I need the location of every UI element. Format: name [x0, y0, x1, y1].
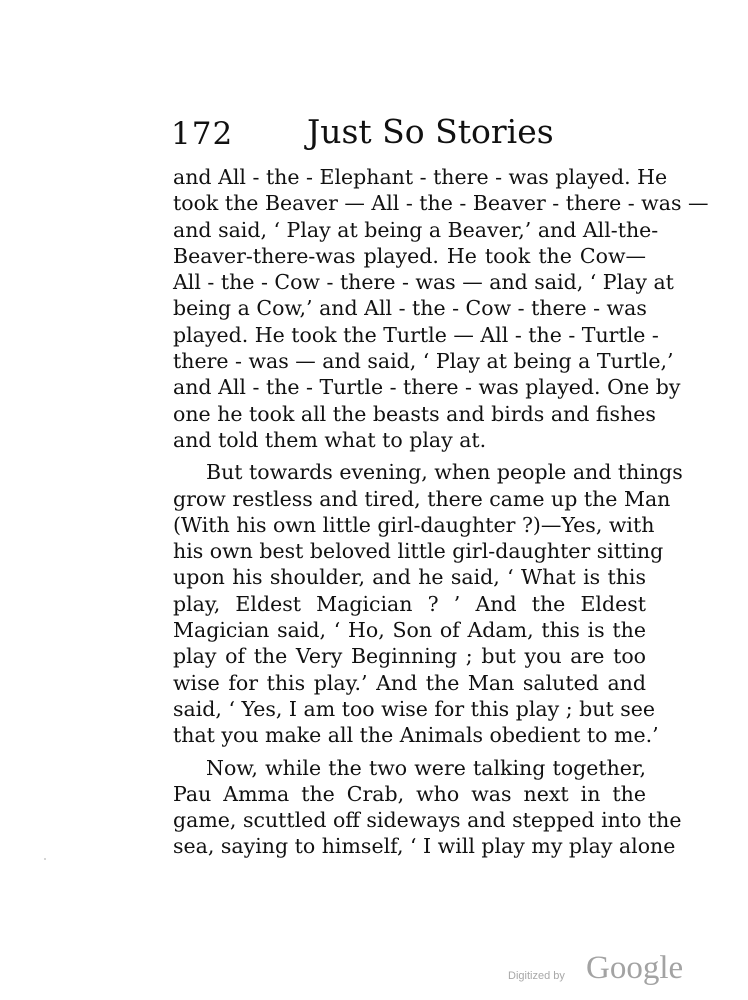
paragraph-3	[173, 755, 682, 860]
text-line: and All - the - Turtle - there - was played. One by	[173, 375, 681, 400]
text-line: wise for this play.’ And the Man saluted and	[173, 670, 646, 695]
text-line: All - the - Cow - there - was — and said, ‘ Play at	[173, 270, 674, 295]
text-line: game, scuttled off sideways and stepped into the	[173, 808, 682, 833]
google-logo: Google	[586, 950, 684, 986]
text-line: and All - the - Elephant - there - was played. He	[173, 165, 668, 189]
text-line: took the Beaver — All - the - Beaver - there - was —	[173, 191, 709, 216]
paragraph-2	[173, 459, 683, 748]
text-line: (With his own little girl-daughter ?)—Yes, with	[173, 512, 655, 537]
text-line: one he took all the beasts and birds and fishes	[173, 401, 656, 426]
text-line: play, Eldest Magician ? ’ And the Eldest	[173, 591, 646, 616]
text-line: Beaver-there-was played. He took the Cow—	[173, 243, 646, 268]
page-number: 172	[171, 116, 234, 152]
text-line: his own best beloved little girl-daughter sitting	[173, 539, 664, 564]
text-line: upon his shoulder, and he said, ‘ What is this	[173, 565, 646, 590]
text-line: that you make all the Animals obedient to me.’	[173, 723, 659, 748]
text-line: and told them what to play at.	[173, 427, 487, 452]
text-line: Magician said, ‘ Ho, Son of Adam, this is the	[173, 618, 646, 643]
text-line: there - was — and said, ‘ Play at being a Turtle,’	[173, 349, 674, 374]
text-line: being a Cow,’ and All - the - Cow - there - was	[173, 296, 647, 321]
text-line: said, ‘ Yes, I am too wise for this play ; but see	[173, 696, 655, 721]
scan-speck	[44, 858, 46, 860]
digitization-watermark	[508, 950, 688, 990]
book-title: Just So Stories	[307, 112, 554, 151]
text-line: Pau Amma the Crab, who was next in the	[173, 781, 646, 806]
running-head	[171, 112, 591, 156]
text-line: played. He took the Turtle — All - the - Turtle -	[173, 322, 659, 347]
text-line: But towards evening, when people and things	[206, 460, 683, 485]
text-line: play of the Very Beginning ; but you are too	[173, 644, 646, 669]
paragraph-1	[173, 164, 709, 453]
text-line: grow restless and tired, there came up the Man	[173, 486, 671, 511]
body-text	[173, 164, 709, 860]
text-line: Now, while the two were talking together,	[206, 755, 646, 780]
text-line: sea, saying to himself, ‘ I will play my play alone	[173, 834, 676, 859]
digitized-by-text: Digitized by	[508, 970, 565, 982]
text-line: and said, ‘ Play at being a Beaver,’ and All-the-	[173, 217, 659, 242]
